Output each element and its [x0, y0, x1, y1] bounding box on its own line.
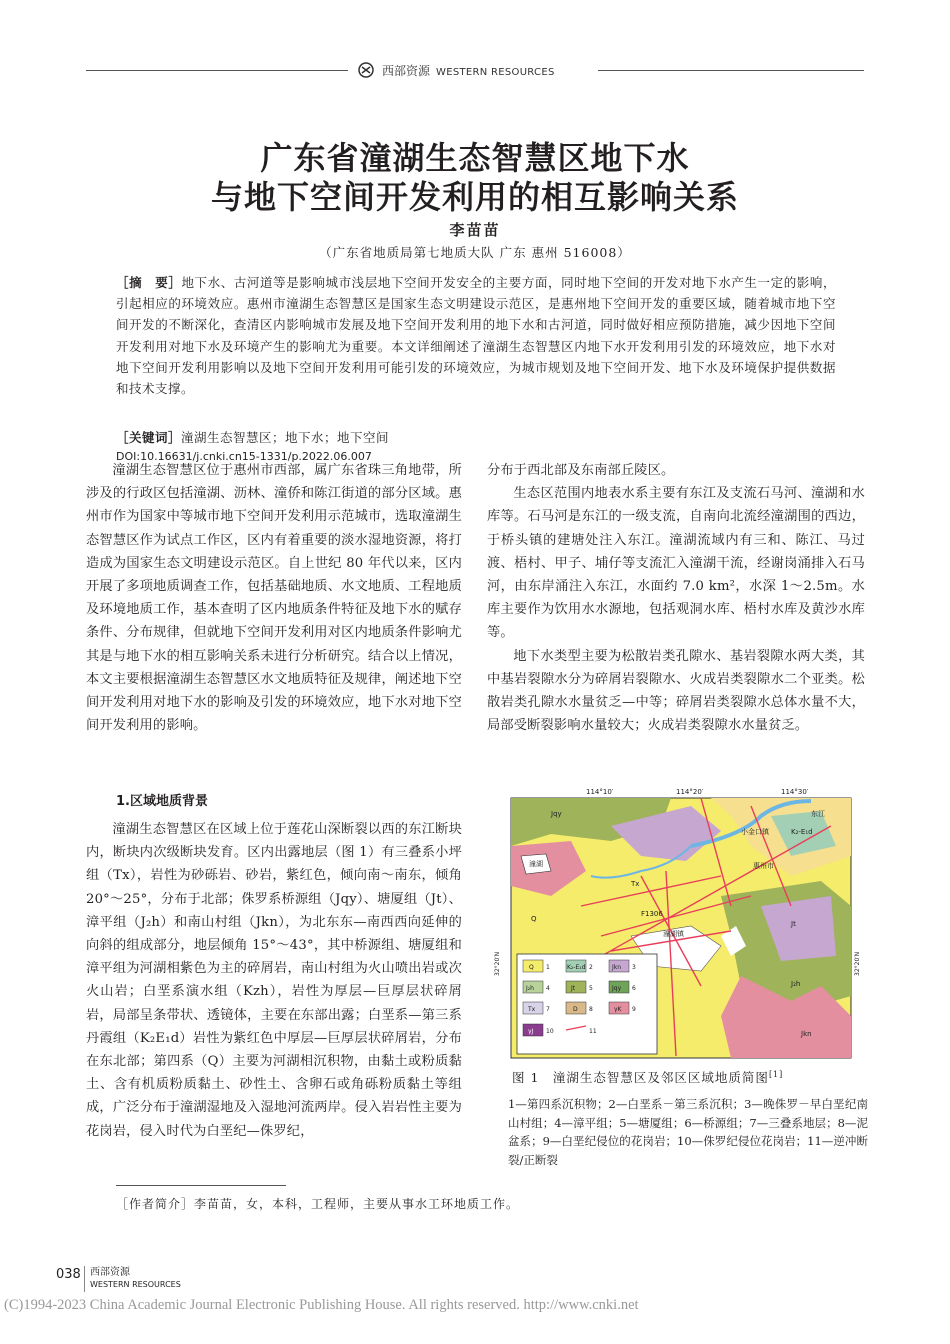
legend-code-3: Jkn — [612, 964, 622, 971]
figure-legend-text: 1—第四系沉积物；2—白垩系－第三系沉积；3—晚侏罗－早白垩纪南山村组；4—漳平组；5—塘厦组；6—桥源组；7—三叠系地层；8—泥盆系；9—白垩纪侵位的花岗岩；10—侏罗纪侵位花岗岩；11—逆冲断裂/正断裂 — [508, 1097, 868, 1167]
abstract-label: ［摘 要］ — [116, 275, 182, 290]
map-label-q: Q — [531, 915, 537, 923]
title-line-1: 广东省潼湖生态智慧区地下水 — [260, 139, 690, 177]
left-column-bottom — [86, 818, 462, 1143]
map-label-tonghu: 潼湖 — [529, 860, 543, 868]
surface-water-paragraph: 生态区范围内地表水系主要有东江及支流石马河、潼湖和水库等。石马河是东江的一级支流，自南向北流经潼湖围的西边，于桥头镇的建塘处注入东江。潼湖流域内有三和、陈江、马过渡、梧村、甲子、埔仔等支流汇入潼湖干流，经谢岗涌排入石马河，由东岸涌注入东江，水面约 7.0 km²，水深 1～2.5m。水库主要作为饮用水水源地，包括观洞水库、梧村水库及黄沙水库等。 — [487, 486, 865, 641]
map-label-jt: Jt — [791, 920, 796, 928]
legend-num-11: 11 — [589, 1028, 597, 1035]
map-label-f1306: F1306 — [641, 910, 663, 918]
legend-code-1: Q — [529, 964, 534, 971]
map-label-tonghu-town: 潼湖镇 — [663, 930, 684, 938]
map-lon-tick-2: 114°20′ — [676, 788, 704, 796]
title-line-2: 与地下空间开发利用的相互影响关系 — [210, 178, 739, 216]
right-column — [487, 459, 865, 737]
keywords-text: 潼湖生态智慧区；地下水；地下空间 — [181, 430, 390, 445]
author-footnote: ［作者简介］李苗苗，女，本科，工程师，主要从事水工环地质工作。 — [116, 1197, 520, 1211]
page-number: 038 — [56, 1267, 81, 1282]
figure-caption — [512, 1068, 783, 1086]
abstract-text: 地下水、古河道等是影响城市浅层地下空间开发安全的主要方面，同时地下空间的开发对地下水产生一定的影响，引起相应的环境效应。惠州市潼湖生态智慧区是国家生态文明建设示范区，是惠州地下空间开发的重要区域，随着城市地下空间开发的不断深化，查清区内影响城市发展及地下空间开发利用的地下水和古河道，同时做好相应预防措施，减少因地下空间开发利用对地下水及环境产生的影响尤为重要。本文详细阐述了潼湖生态智慧区内地下水开发利用引发的环境效应，地下水对地下空间开发利用影响以及地下空间开发利用可能引发的环境效应，为城市规划及地下空间开发、地下水及环境保护提供数据和技术支撑。 — [116, 275, 836, 397]
map-label-dongjiang: 东江 — [811, 810, 825, 818]
page-footer-divider — [84, 1266, 85, 1292]
map-label-j2h: J₂h — [791, 980, 801, 988]
legend-code-8: D — [573, 1006, 578, 1013]
header-rule-left — [86, 70, 348, 71]
journal-logo-icon — [358, 62, 374, 78]
legend-num-3: 3 — [632, 964, 636, 971]
legend-num-5: 5 — [589, 985, 593, 992]
legend-code-7: Tx — [528, 1006, 536, 1013]
map-label-jkn: Jkn — [801, 1030, 812, 1038]
legend-num-7: 7 — [546, 1006, 550, 1013]
page-footer-brand — [90, 1267, 181, 1291]
abstract — [116, 272, 836, 399]
right-paragraph-continued: 分布于西北部及东南部丘陵区。 — [487, 463, 675, 478]
running-header — [382, 62, 555, 79]
footnote-rule — [116, 1185, 286, 1186]
legend-swatch-5 — [566, 981, 586, 993]
groundwater-paragraph: 地下水类型主要为松散岩类孔隙水、基岩裂隙水两大类，其中基岩裂隙水分为碎屑岩裂隙水、火成岩类裂隙水二个亚类。松散岩类孔隙水水量贫乏—中等；碎屑岩类裂隙水总体水量不大，局部受断裂影响水量较大；火成岩类裂隙水水量贫乏。 — [487, 648, 865, 734]
map-label-xiaojinkou: 小金口镇 — [741, 828, 769, 836]
legend-code-5: Jt — [571, 985, 576, 992]
map-lat-tick-right: 32°20′N — [854, 951, 861, 976]
copyright-line: (C)1994-2023 China Academic Journal Electronic Publishing House. All rights reserved. http://www.cnki.net — [4, 1297, 639, 1313]
legend-code-9: γK — [614, 1006, 622, 1013]
map-label-tx: Tx — [631, 880, 640, 888]
figure-caption-text: 图 1 潼湖生态智慧区及邻区区域地质简图 — [512, 1070, 769, 1085]
legend-code-4: J₂h — [526, 985, 534, 992]
author: 李苗苗 — [449, 221, 501, 239]
doi: DOI:10.16631/j.cnki.cn15-1331/p.2022.06.007 — [116, 450, 372, 463]
header-rule-right — [598, 70, 864, 71]
page-brand-en: WESTERN RESOURCES — [90, 1280, 181, 1289]
journal-name-en: WESTERN RESOURCES — [436, 67, 555, 78]
geological-map-figure — [491, 786, 864, 1078]
figure-caption-ref: [1] — [768, 1069, 784, 1079]
map-label-k2e1d: K₂-E₁d — [791, 828, 813, 836]
legend-num-9: 9 — [632, 1006, 636, 1013]
keywords-label: ［关键词］ — [116, 430, 182, 445]
legend-num-10: 10 — [546, 1028, 554, 1035]
map-lat-tick-left: 32°20′N — [494, 951, 501, 976]
legend-num-8: 8 — [589, 1006, 593, 1013]
journal-name-cn: 西部资源 — [382, 64, 431, 78]
legend-code-10: γJ — [528, 1028, 534, 1035]
legend-num-1: 1 — [546, 964, 550, 971]
left-column-top — [86, 459, 462, 737]
intro-paragraph: 潼湖生态智慧区位于惠州市西部，属广东省珠三角地带，所涉及的行政区包括潼湖、沥林、潼侨和陈江街道的部分区域。惠州市作为国家中等城市地下空间开发利用示范城市，选取潼湖生态智慧区作为试点工作区，区内有着重要的淡水湿地资源，将打造成为国家生态文明建设示范区。自上世纪 80 年代以来，区内开展了多项地质调查工作，包括基础地质、水文地质、工程地质及环境地质工作，基本查明了区内地质条件特征及地下水的赋存条件、分布规律，但就地下空间开发利用对区内地质条件影响尤其是与地下水的相互影响关系未进行分析研究。结合以上情况，本文主要根据潼湖生态智慧区水文地质特征及规律，阐述地下空间开发利用对地下水的影响及引发的环境效应，地下水对地下空间开发利用的影响。 — [86, 463, 462, 734]
page-brand-cn: 西部资源 — [90, 1267, 130, 1278]
legend-num-2: 2 — [589, 964, 593, 971]
legend-num-4: 4 — [546, 985, 550, 992]
section-1-paragraph: 潼湖生态智慧区在区域上位于莲花山深断裂以西的东江断块内，断块内次级断块发育。区内出露地层（图 1）有三叠系小坪组（Tx），岩性为砂砾岩、砂岩，紫红色，倾向南～南东，倾角 20°～25°，分布于北部；侏罗系桥源组（Jqy）、塘厦组（Jt）、漳平组（J₂h）和南山村组（Jkn），为北东东—南西西向延伸的向斜的组成部分，地层倾角 15°～43°，其中桥源组、塘厦组和漳平组为河湖相紫色为主的碎屑岩，南山村组为火山喷出岩或次火山岩；白垩系演水组（Kzh），岩性为厚层—巨厚层状碎屑岩，局部呈条带状、透镜体，主要在东部出露；白垩系—第三系丹霞组（K₂E₁d）岩性为紫红色中厚层—巨厚层状碎屑岩，分布在东北部；第四系（Q）主要为河湖相沉积物，由黏土或粉质黏土、含有机质粉质黏土、砂性土、含卵石或角砾粉质黏土等组成，广泛分布于潼湖湿地及入湿地河流两岸。侵入岩岩性主要为花岗岩，侵入时代为白垩纪—侏罗纪， — [86, 822, 462, 1139]
map-label-huizhou: 惠州市 — [753, 862, 774, 870]
map-label-jqy: Jqy — [551, 810, 562, 818]
keywords — [116, 428, 389, 446]
map-lon-tick-1: 114°10′ — [586, 788, 614, 796]
legend-code-6: Jqy — [612, 985, 622, 992]
map-lon-tick-3: 114°30′ — [781, 788, 809, 796]
legend-code-2: K₂-E₁d — [567, 964, 586, 971]
section-1-heading: 1.区域地质背景 — [116, 794, 208, 809]
legend-num-6: 6 — [632, 985, 636, 992]
affiliation: （广东省地质局第七地质大队 广东 惠州 516008） — [319, 245, 631, 260]
